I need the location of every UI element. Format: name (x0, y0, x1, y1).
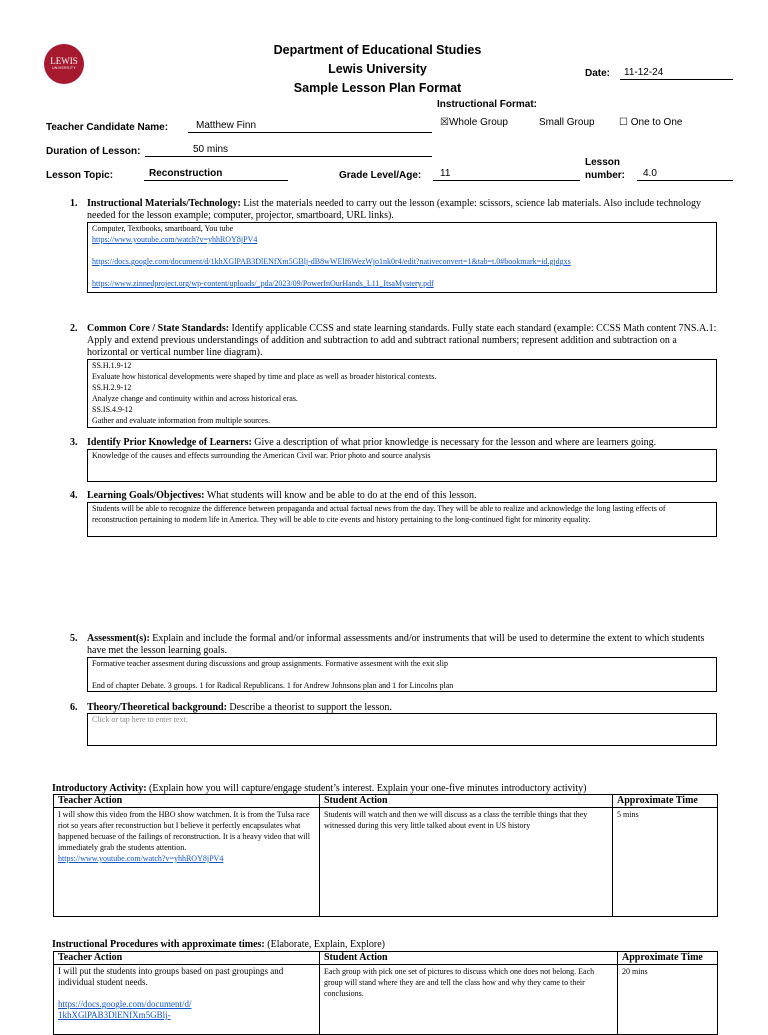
section-6-number: 6. (70, 702, 78, 713)
section-1-heading: Instructional Materials/Technology: (87, 198, 241, 209)
procedures-prompt (52, 939, 732, 951)
section-5-prompt (87, 633, 719, 657)
learning-goals-text: Students will be able to recognize the difference between propaganda and actual factual news from the day. They will be able to realize and acknowledge the long lasting effects of reconstruction pertaining to modern life in America. They will be able to cite events and history pertaining to the long-continued fight for minority equality. (92, 504, 666, 524)
procedures-prompt-text: (Elaborate, Explain, Explore) (264, 939, 385, 950)
section-1-number: 1. (70, 198, 78, 209)
procedures-teacher-link-line1[interactable]: https://docs.google.com/document/d/ (58, 999, 192, 1009)
standard-code: SS.H.1.9-12 (92, 361, 132, 370)
procedures-student-action-text: Each group with pick one set of pictures to discuss which one does not belong. Each group will stand where they are and tell the class how and why they came to their conclusions. (324, 967, 595, 998)
learning-goals-answer-box[interactable] (87, 502, 717, 537)
section-2-prompt (87, 323, 719, 359)
section-4-prompt (87, 490, 727, 502)
date-label: Date: (585, 68, 611, 79)
lesson-number-field[interactable]: 4.0 (637, 168, 733, 181)
materials-link-google-doc[interactable]: https://docs.google.com/document/d/1khXGlPAB3DlENfXm5GBlj-dB8wWElf6WezWjo1nk0r4/edit?nativeconvert=1&tab=t.0#bookmark=id.gjdgxs (92, 257, 571, 266)
intro-teacher-action-text: I will show this video from the HBO show watchmen. It is from the Tulsa race riot so years after reconstruction but I believe it perfectly encapsulates what happened becuase of the failings of reconstruction. It is a heavy video that will immediately grab the students attention. (58, 810, 310, 852)
duration-label: Duration of Lesson: (46, 146, 141, 157)
intro-col-student-action: Student Action (320, 795, 613, 808)
materials-answer-box[interactable] (87, 222, 717, 293)
section-4-prompt-text: What students will know and be able to do at the end of this lesson. (204, 490, 477, 501)
section-2-number: 2. (70, 323, 78, 334)
grade-level-field[interactable]: 11 (433, 168, 580, 181)
intro-time-cell[interactable] (613, 808, 718, 917)
date-field[interactable]: 11-12-24 (620, 67, 733, 80)
standard-text: Analyze change and continuity within and across historical eras. (92, 394, 298, 403)
procedures-time-text: 20 mins (622, 967, 648, 976)
procedures-teacher-action-text: I will put the students into groups based on past groupings and individual student needs. (58, 966, 284, 987)
standard-code: SS.IS.4.9-12 (92, 405, 133, 414)
standard-text: Gather and evaluate information from multiple sources. (92, 416, 270, 425)
intro-teacher-action-cell[interactable] (54, 808, 320, 917)
materials-link-zinn-pdf[interactable]: https://www.zinnedproject.org/wp-content/uploads/_pda/2023/09/PowerInOurHands_L11_ItsaMystery.pdf (92, 279, 434, 288)
procedures-teacher-action-cell[interactable] (54, 965, 320, 1035)
university-title: Lewis University (328, 62, 427, 76)
standards-answer-box[interactable] (87, 359, 717, 428)
section-1-prompt-text: List the materials needed to carry out the lesson (example: scissors, science lab materials. Also include technology needed for the lesson example; computer, projector, smartboard, URL links). (87, 198, 701, 221)
section-4-heading: Learning Goals/Objectives: (87, 490, 205, 501)
assessment-line: Formative teacher assesment during discussions and group assignments. Formative assesment with the exit slip (92, 659, 448, 668)
lesson-topic-field[interactable]: Reconstruction (144, 168, 288, 181)
procedures-heading: Instructional Procedures with approximate times: (52, 939, 265, 950)
procedures-student-action-cell[interactable] (320, 965, 618, 1035)
materials-link-youtube[interactable]: https://www.youtube.com/watch?v=yhhROY8jPV4 (92, 235, 258, 244)
document-title: Sample Lesson Plan Format (293, 81, 462, 95)
section-6-heading: Theory/Theoretical background: (87, 702, 227, 713)
prior-knowledge-text: Knowledge of the causes and effects surrounding the American Civil war. Prior photo and source analysis (92, 451, 431, 460)
standard-text: Evaluate how historical developments were shaped by time and place as well as broader historical contexts. (92, 372, 437, 381)
format-small-group-option[interactable]: Small Group (539, 117, 595, 128)
intro-col-approx-time: Approximate Time (613, 795, 718, 808)
procedures-col-teacher-action: Teacher Action (54, 952, 320, 965)
section-1-prompt (87, 198, 719, 222)
procedures-col-approx-time: Approximate Time (618, 952, 718, 965)
department-title: Department of Educational Studies (273, 43, 482, 57)
standard-code: SS.H.2.9-12 (92, 383, 132, 392)
format-one-to-one-checkbox[interactable]: ☐ One to One (619, 117, 683, 128)
section-3-prompt-text: Give a description of what prior knowledge is necessary for the lesson and where are learners going. (251, 437, 657, 448)
assessment-answer-box[interactable] (87, 657, 717, 692)
logo-text: LEWIS (50, 56, 78, 67)
intro-activity-heading: Introductory Activity: (52, 783, 147, 794)
assessment-line: End of chapter Debate. 3 groups. 1 for Radical Republicans. 1 for Andrew Johnsons plan and 1 for Lincolns plan (92, 681, 454, 690)
lesson-number-label-line2: number: (585, 170, 625, 181)
format-whole-group-checkbox[interactable]: ☒Whole Group (440, 117, 508, 128)
intro-teacher-link[interactable]: https://www.youtube.com/watch?v=yhhROY8jPV4 (58, 854, 224, 863)
materials-line: Computer, Textbooks, smartboard, You tube (92, 224, 234, 233)
prior-knowledge-answer-box[interactable] (87, 449, 717, 482)
procedures-teacher-link-line2[interactable]: 1khXGlPAB3DlENfXm5GBlj- (58, 1010, 171, 1020)
theory-answer-box[interactable] (87, 713, 717, 746)
instructional-format-label: Instructional Format: (437, 99, 538, 110)
section-3-heading: Identify Prior Knowledge of Learners: (87, 437, 252, 448)
intro-student-action-cell[interactable] (320, 808, 613, 917)
section-3-prompt (87, 437, 727, 449)
section-2-prompt-text: Identify applicable CCSS and state learning standards. Fully state each standard (example: CCSS Math content 7NS.A.1: Apply and extend previous understandings of addition and subtraction to add and subtract rational numbers; represent addition and subtraction on a horizontal or vertical number line diagram). (87, 323, 717, 358)
section-4-number: 4. (70, 490, 78, 501)
procedures-time-cell[interactable] (618, 965, 718, 1035)
section-5-heading: Assessment(s): (87, 633, 150, 644)
procedures-table (53, 951, 718, 1035)
duration-field[interactable]: 50 mins (145, 144, 432, 157)
lesson-topic-label: Lesson Topic: (46, 170, 114, 181)
section-5-number: 5. (70, 633, 78, 644)
intro-activity-table (53, 794, 718, 917)
section-3-number: 3. (70, 437, 78, 448)
theory-placeholder: Click or tap here to enter text. (92, 715, 188, 724)
lesson-number-label-line1: Lesson (585, 157, 621, 168)
section-2-heading: Common Core / State Standards: (87, 323, 230, 334)
grade-level-label: Grade Level/Age: (339, 170, 422, 181)
lewis-university-logo (44, 44, 84, 84)
logo-subtext: UNIVERSITY (51, 66, 76, 71)
candidate-name-field[interactable]: Matthew Finn (188, 120, 432, 133)
intro-time-text: 5 mins (617, 810, 639, 819)
intro-student-action-text: Students will watch and then we will discuss as a class the terrible things that they witnessed during this very little talked about event in US history (324, 810, 588, 830)
intro-col-teacher-action: Teacher Action (54, 795, 320, 808)
candidate-name-label: Teacher Candidate Name: (46, 122, 169, 133)
procedures-col-student-action: Student Action (320, 952, 618, 965)
section-6-prompt-text: Describe a theorist to support the lesson. (226, 702, 392, 713)
section-5-prompt-text: Explain and include the formal and/or informal assessments and/or instruments that will be used to determine the extent to which students have met the lesson learning goals. (87, 633, 705, 656)
intro-activity-prompt-text: (Explain how you will capture/engage student’s interest. Explain your one-five minutes introductory activity) (146, 783, 587, 794)
